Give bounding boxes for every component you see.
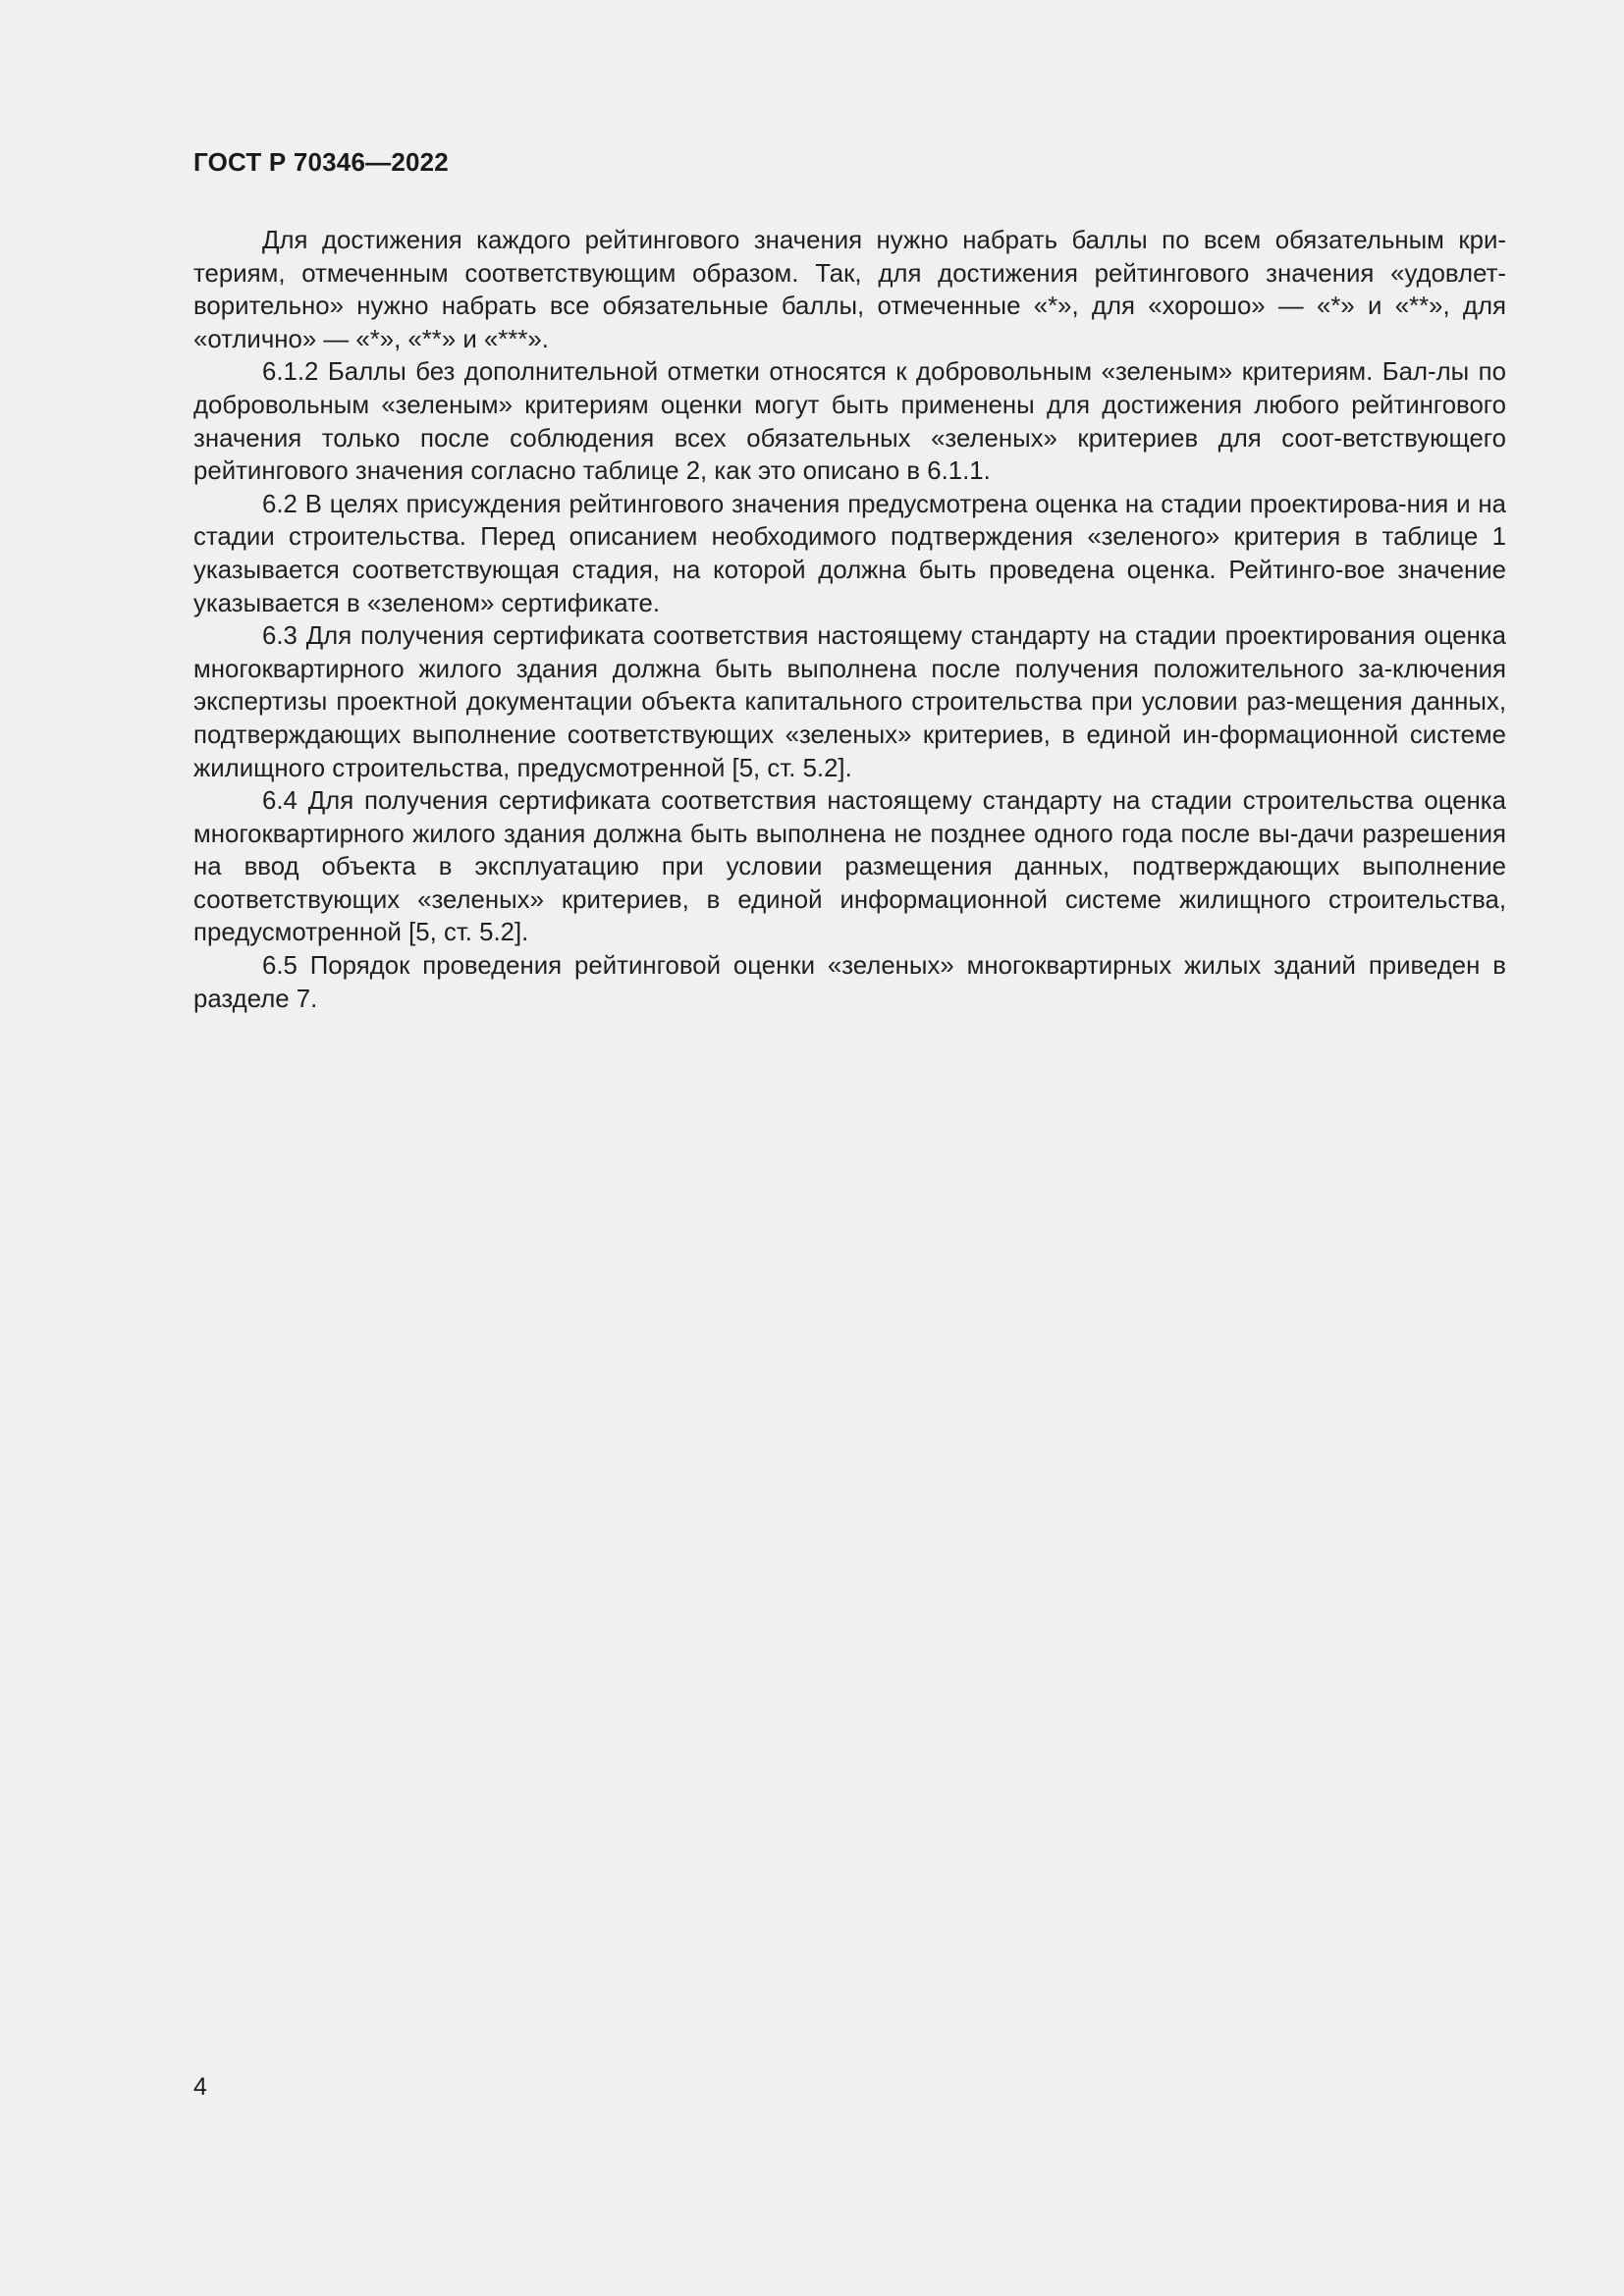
document-body [193, 225, 1506, 1016]
paragraph-6-5: 6.5 Порядок проведения рейтинговой оценки «зеленых» многоквартирных жилых зданий приведен в разделе 7. [193, 952, 1506, 1013]
paragraph-rating-requirements: Для достижения каждого рейтингового значения нужно набрать баллы по всем обязательным кри-териям, отмеченным соответствующим образом. Так, для достижения рейтингового значения «удовлет-ворительно» нужно набрать все обязательные баллы, отмеченные «*», для «хорошо» — «*» и «**», для «отлично» — «*», «**» и «***». [193, 227, 1506, 353]
paragraph-6-1-2: 6.1.2 Баллы без дополнительной отметки относятся к добровольным «зеленым» критериям. Бал-лы по добровольным «зеленым» критериям оценки могут быть применены для достижения любого рейтингового значения только после соблюдения всех обязательных «зеленых» критериев для соот-ветствующего рейтингового значения согласно таблице 2, как это описано в 6.1.1. [193, 358, 1506, 486]
page-number: 4 [193, 2073, 207, 2101]
paragraph-6-2: 6.2 В целях присуждения рейтингового значения предусмотрена оценка на стадии проектирова-ния и на стадии строительства. Перед описанием необходимого подтверждения «зеленого» критерия в таблице 1 указывается соответствующая стадия, на которой должна быть проведена оценка. Рейтинго-вое значение указывается в «зеленом» сертификате. [193, 490, 1506, 617]
document-header: ГОСТ Р 70346—2022 [193, 147, 449, 177]
paragraph-6-4: 6.4 Для получения сертификата соответствия настоящему стандарту на стадии строительства оценка многоквартирного жилого здания должна быть выполнена не позднее одного года после вы-дачи разрешения на ввод объекта в эксплуатацию при условии размещения данных, подтверждающих выполнение соответствующих «зеленых» критериев, в единой информационной системе жилищного строительства, предусмотренной [5, ст. 5.2]. [193, 787, 1506, 947]
paragraph-6-3: 6.3 Для получения сертификата соответствия настоящему стандарту на стадии проектирования оценка многоквартирного жилого здания должна быть выполнена после получения положительного за-ключения экспертизы проектной документации объекта капитального строительства при условии раз-мещения данных, подтверждающих выполнение соответствующих «зеленых» критериев, в единой ин-формационной системе жилищного строительства, предусмотренной [5, ст. 5.2]. [193, 622, 1506, 782]
